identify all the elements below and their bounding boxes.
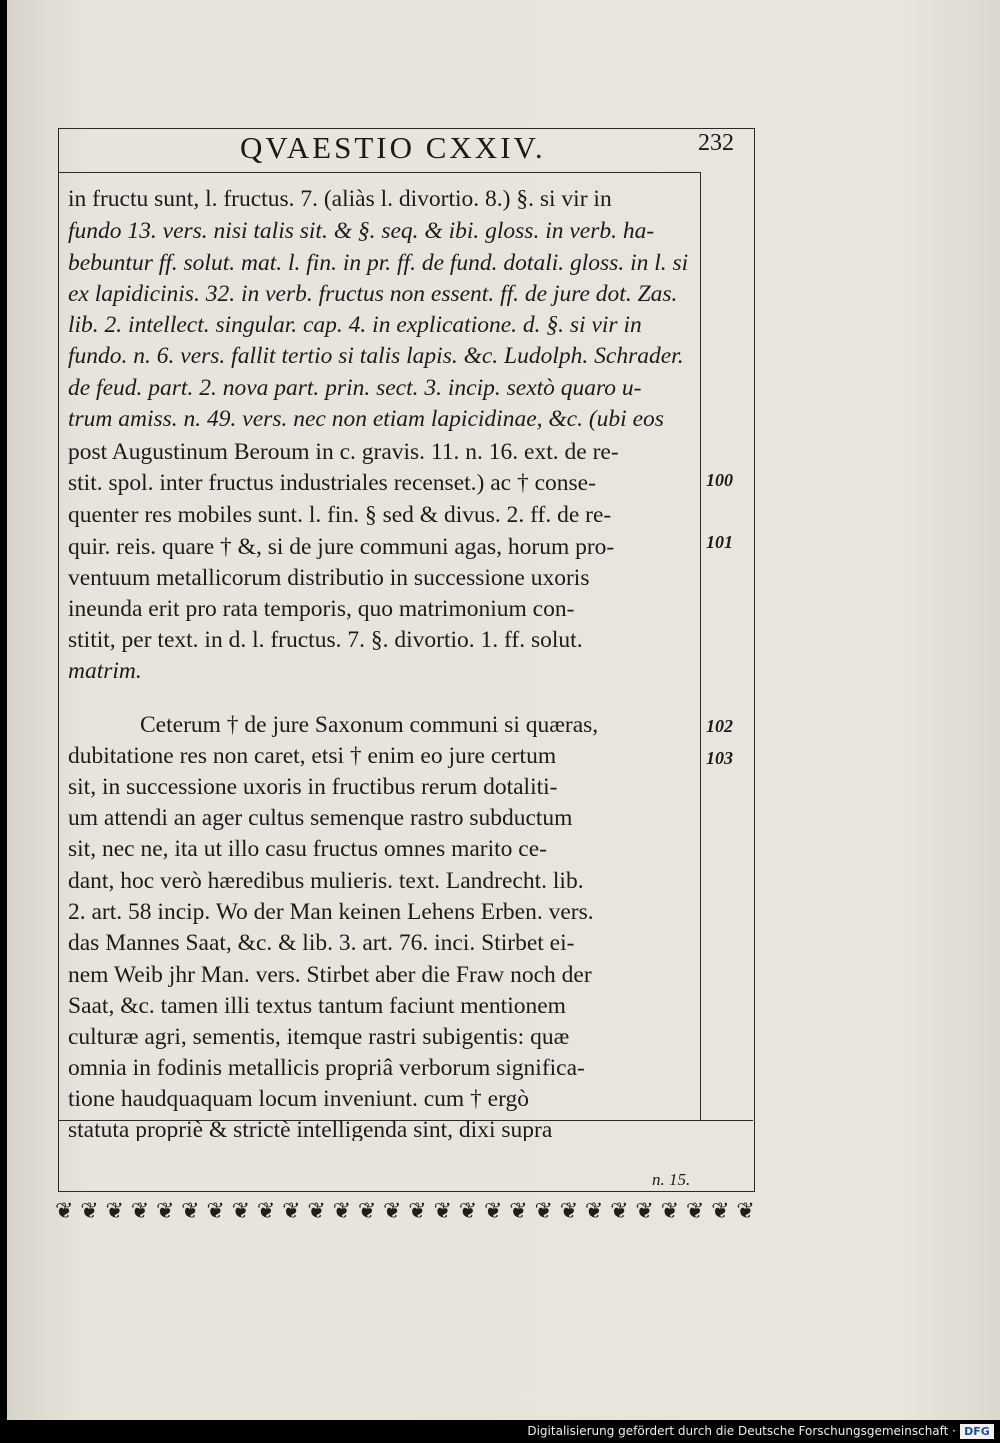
text-line: statuta propriè & strictè intelligenda sint, dixi supra <box>68 1117 553 1141</box>
ornament-icon: ❦ <box>256 1198 276 1223</box>
text-line: fundo 13. vers. nisi talis sit. & §. seq. & ibi. gloss. in verb. ha- <box>68 218 655 244</box>
marginal-note: 101 <box>706 532 733 552</box>
ornament-icon: ❦ <box>433 1198 452 1223</box>
ornament-icon: ❦ <box>458 1198 478 1223</box>
marginal-note: 100 <box>706 470 733 490</box>
page-number: 232 <box>698 130 734 156</box>
text-line: sit, nec ne, ita ut illo casu fructus omnes marito ce- <box>68 836 547 862</box>
ornament-icon: ❦ <box>206 1198 225 1223</box>
marginal-note: 102 <box>706 716 733 736</box>
ornament-icon: ❦ <box>711 1198 730 1223</box>
text-line: matrim. <box>68 658 142 684</box>
text-line: fundo. n. 6. vers. fallit tertio si talis lapis. &c. Ludolph. Schrader. <box>68 343 684 369</box>
text-line: quenter res mobiles sunt. l. fin. § sed & divus. 2. ff. de re- <box>68 502 612 528</box>
ornament-icon: ❦ <box>332 1198 352 1223</box>
text-line: das Mannes Saat, &c. & lib. 3. art. 76. inci. Stirbet ei- <box>68 930 575 956</box>
ornament-icon: ❦ <box>357 1198 377 1223</box>
ornament-border <box>55 1196 755 1226</box>
running-title: QVAESTIO CXXIV. <box>240 130 546 165</box>
text-line: omnia in fodinis metallicis propriâ verborum significa- <box>68 1055 585 1081</box>
text-line: nem Weib jhr Man. vers. Stirbet aber die Fraw noch der <box>68 962 592 988</box>
catchword: n. 15. <box>652 1170 691 1189</box>
ornament-icon: ❦ <box>559 1198 579 1223</box>
text-line: ex lapidicinis. 32. in verb. fructus non essent. ff. de jure dot. Zas. <box>68 281 678 307</box>
ornament-icon: ❦ <box>307 1198 326 1223</box>
margin-column-rule <box>700 172 701 1120</box>
text-line: stit. spol. inter fructus industriales recenset.) ac † conse- <box>68 470 596 496</box>
dfg-logo: DFG <box>960 1424 994 1439</box>
text-line: lib. 2. intellect. singular. cap. 4. in explicatione. d. §. si vir in <box>68 312 642 338</box>
ornament-icon: ❦ <box>181 1198 200 1223</box>
ornament-icon: ❦ <box>105 1198 124 1223</box>
ornament-icon: ❦ <box>483 1198 503 1223</box>
ornament-icon: ❦ <box>736 1198 755 1223</box>
ornament-icon: ❦ <box>130 1198 150 1223</box>
ornament-icon: ❦ <box>610 1198 629 1223</box>
text-line: 2. art. 58 incip. Wo der Man keinen Lehens Erben. vers. <box>68 899 594 925</box>
text-line: Ceterum † de jure Saxonum communi si quæras, <box>140 712 599 738</box>
text-line: post Augustinum Beroum in c. gravis. 11. n. 16. ext. de re- <box>68 439 619 465</box>
ornament-icon: ❦ <box>408 1198 427 1223</box>
text-line: Saat, &c. tamen illi textus tantum faciunt mentionem <box>68 993 566 1019</box>
text-line: in fructu sunt, l. fructus. 7. (aliàs l. divortio. 8.) §. si vir in <box>68 186 612 212</box>
ornament-icon: ❦ <box>383 1198 402 1223</box>
ornament-icon: ❦ <box>231 1198 251 1223</box>
ornament-icon: ❦ <box>534 1198 553 1223</box>
text-line: ventuum metallicorum distributio in successione uxoris <box>68 565 590 591</box>
ornament-icon: ❦ <box>80 1198 99 1223</box>
ornament-icon: ❦ <box>155 1198 175 1223</box>
text-line: culturæ agri, sementis, itemque rastri subigentis: quæ <box>68 1024 570 1050</box>
text-line: quir. reis. quare † &, si de jure communi agas, horum pro- <box>68 534 615 560</box>
ornament-icon: ❦ <box>55 1198 74 1223</box>
ornament-icon: ❦ <box>282 1198 301 1223</box>
text-line: dubitatione res non caret, etsi † enim eo jure certum <box>68 743 557 769</box>
ornament-icon: ❦ <box>685 1198 705 1223</box>
funding-credit: Digitalisierung gefördert durch die Deutsche Forschungsgemeinschaft · <box>527 1424 956 1438</box>
ornament-icon: ❦ <box>509 1198 528 1223</box>
text-line: tione haudquaquam locum inveniunt. cum † ergò <box>68 1086 529 1112</box>
ornament-icon: ❦ <box>635 1198 654 1223</box>
header-rule <box>58 172 701 173</box>
text-line: um attendi an ager cultus semenque rastro subductum <box>68 805 573 831</box>
text-line: stitit, per text. in d. l. fructus. 7. §. divortio. 1. ff. solut. <box>68 627 583 653</box>
marginal-note: 103 <box>706 748 733 768</box>
text-line: dant, hoc verò hæredibus mulieris. text. Landrecht. lib. <box>68 868 584 894</box>
text-line: bebuntur ff. solut. mat. l. fin. in pr. ff. de fund. dotali. gloss. in l. si <box>68 250 689 276</box>
ornament-icon: ❦ <box>660 1198 680 1223</box>
text-line: de feud. part. 2. nova part. prin. sect. 3. incip. sextò quaro u- <box>68 375 642 401</box>
text-line: ineunda erit pro rata temporis, quo matrimonium con- <box>68 596 575 622</box>
text-line: sit, in successione uxoris in fructibus rerum dotaliti- <box>68 774 558 800</box>
text-line: trum amiss. n. 49. vers. nec non etiam lapicidinae, &c. (ubi eos <box>68 406 664 432</box>
ornament-icon: ❦ <box>584 1198 604 1223</box>
